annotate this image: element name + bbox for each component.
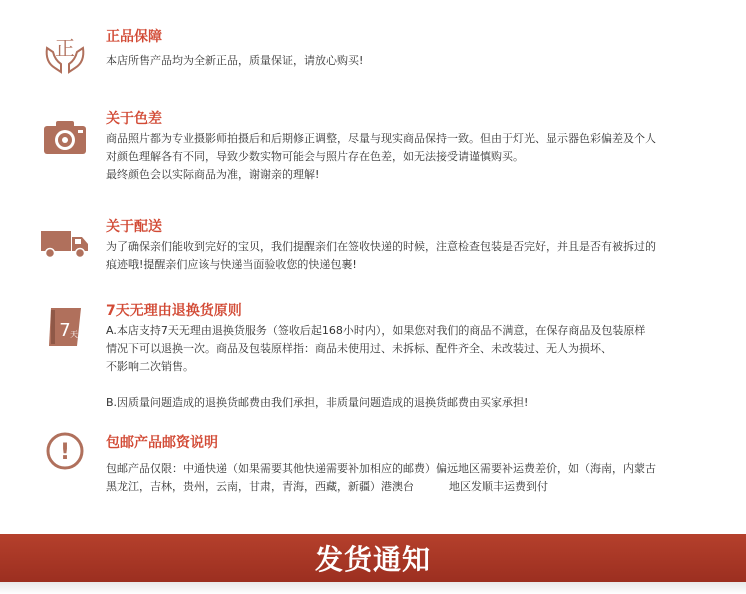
section-title: 包邮产品邮资说明 bbox=[106, 435, 218, 451]
svg-text:7: 7 bbox=[59, 320, 71, 341]
section-title: 关于配送 bbox=[106, 219, 162, 235]
section-body: 本店所售产品均为全新正品，质量保证，请放心购买! bbox=[106, 54, 364, 67]
delivery-truck-icon bbox=[40, 218, 90, 268]
camera-icon bbox=[40, 112, 90, 162]
svg-text:!: ! bbox=[59, 440, 71, 465]
hands-zheng-icon bbox=[40, 26, 90, 76]
banner-title: 发货通知 bbox=[314, 543, 431, 576]
section-body: 为了确保亲们能收到完好的宝贝，我们提醒亲们在签收快递的时候，注意检查包装是否完好，并且是否有被拆过的 痕迹哦!提醒亲们应该与快递当面验收您的快递包裹! bbox=[106, 240, 656, 271]
svg-text:天: 天 bbox=[70, 330, 78, 339]
banner-shadow bbox=[0, 582, 746, 594]
section-body: A.本店支持7天无理由退换货服务（签收后起168小时内），如果您对我们的商品不满意，在保存商品及包装原样 情况下可以退换一次。商品及包装原样指：商品未使用过、未拆标、配件齐全、未改装过、无人为损坏、 不影响二次销售。 B.因质量问题造成的退换货邮费由我们承担，非质量问题造成的退换货邮费由买家承担! bbox=[106, 324, 646, 409]
svg-text:正: 正 bbox=[55, 36, 75, 60]
section-body: 商品照片都为专业摄影师拍摄后和后期修正调整，尽量与现实商品保持一致。但由于灯光、显示器色彩偏差及个人 对颜色理解各有不同，导致少数实物可能会与照片存在色差，如无法接受请谨慎购买。 最终颜色会以实际商品为准，谢谢亲的理解! bbox=[106, 132, 656, 181]
section-body: 包邮产品仅限：中通快递（如果需要其他快递需要补加相应的邮费）偏远地区需要补运费差价，如（海南，内蒙古 黑龙江，吉林，贵州，云南，甘肃，青海，西藏，新疆）港澳台 地区发顺丰运费到付 bbox=[106, 462, 656, 493]
section-title: 正品保障 bbox=[106, 29, 162, 45]
shipping-notice-banner bbox=[0, 534, 746, 582]
seven-days-calendar-icon bbox=[40, 302, 90, 352]
exclamation-circle-icon bbox=[40, 426, 90, 476]
section-title: 7天无理由退换货原则 bbox=[106, 303, 242, 319]
section-title: 关于色差 bbox=[106, 111, 162, 127]
